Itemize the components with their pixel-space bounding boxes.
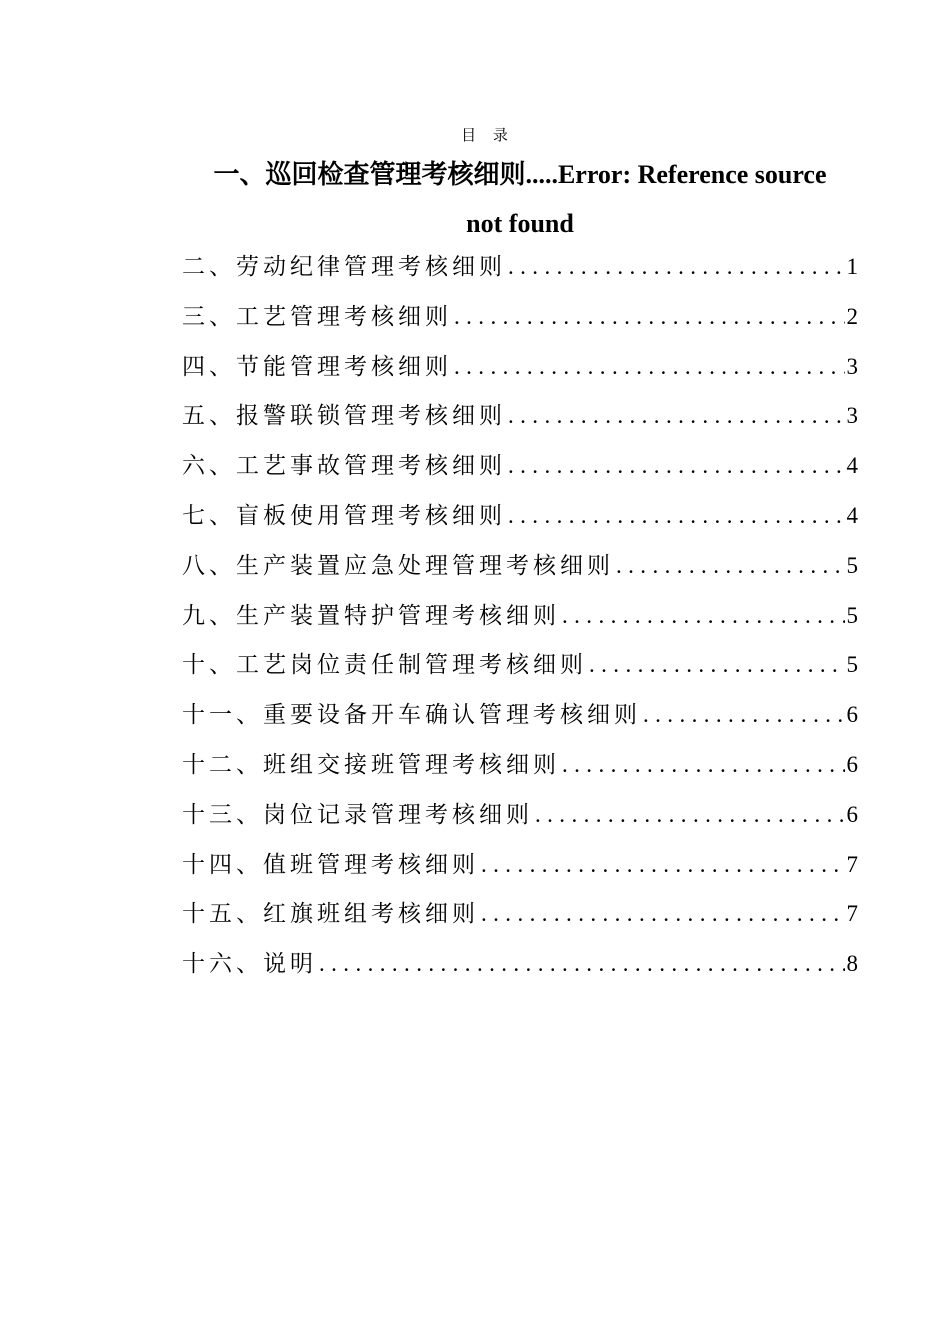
toc-entry[interactable] — [182, 547, 858, 597]
toc-entry[interactable] — [182, 298, 858, 348]
toc-entry[interactable] — [182, 846, 858, 896]
toc-entry-leader — [508, 453, 845, 479]
toc-entry[interactable] — [182, 248, 858, 298]
toc-entry[interactable] — [182, 447, 858, 497]
toc-entry-error-line2: not found — [466, 209, 574, 238]
toc-entry[interactable] — [182, 497, 858, 547]
toc-entry-page: 5 — [846, 652, 858, 678]
toc-entry[interactable] — [182, 895, 858, 945]
toc-entry-leader — [508, 403, 845, 429]
toc-entry-page: 5 — [846, 602, 858, 628]
toc-entry-title: 九、生产装置特护管理考核细则 — [182, 602, 560, 629]
toc-heading: 目 录 — [461, 126, 514, 144]
toc-entry-title: 六、工艺事故管理考核细则 — [182, 453, 506, 480]
toc-entry-page: 7 — [846, 901, 858, 927]
toc-entry-leader — [643, 702, 845, 728]
toc-entry[interactable] — [182, 397, 858, 447]
toc-entry-page: 3 — [846, 353, 858, 379]
toc-entry-page: 8 — [846, 951, 858, 977]
toc-entry-page: 7 — [846, 851, 858, 877]
toc-entry-page: 4 — [846, 453, 858, 479]
toc-entry[interactable] — [182, 348, 858, 398]
toc-entry-leader — [535, 802, 845, 828]
toc-entry-leader — [562, 752, 845, 778]
toc-entry-title: 十一、重要设备开车确认管理考核细则 — [182, 702, 641, 729]
toc-entry-error[interactable] — [182, 150, 858, 248]
toc-entry[interactable] — [182, 796, 858, 846]
toc-entry-leader — [508, 503, 845, 529]
toc-entry-page: 6 — [846, 751, 858, 777]
toc-entry-title: 十三、岗位记录管理考核细则 — [182, 801, 533, 828]
toc-entry-leader — [589, 652, 845, 678]
toc-entry-leader — [481, 852, 845, 878]
toc-entry-title: 十四、值班管理考核细则 — [182, 851, 479, 878]
toc-entry-title: 十二、班组交接班管理考核细则 — [182, 751, 560, 778]
toc-entry-title: 七、盲板使用管理考核细则 — [182, 502, 506, 529]
toc-entry-leader — [508, 254, 845, 280]
toc-entry-leader — [616, 553, 845, 579]
toc-entry-error-line1: 一、巡回检查管理考核细则.....Error: Reference source — [213, 160, 827, 189]
toc-entry[interactable] — [182, 646, 858, 696]
toc-entry-leader — [454, 304, 845, 330]
toc-entry-page: 6 — [846, 702, 858, 728]
toc-entry-leader — [481, 901, 845, 927]
toc-list — [182, 248, 858, 995]
toc-entry-page: 2 — [846, 303, 858, 329]
toc-entry-leader — [319, 951, 845, 977]
toc-entry-page: 1 — [846, 254, 858, 279]
toc-entry-page: 6 — [846, 801, 858, 827]
toc-entry-title: 十、工艺岗位责任制管理考核细则 — [182, 652, 587, 679]
toc-entry-title: 三、工艺管理考核细则 — [182, 303, 452, 330]
toc-entry-page: 3 — [846, 403, 858, 429]
toc-entry-leader — [454, 354, 845, 380]
toc-entry-title: 四、节能管理考核细则 — [182, 353, 452, 380]
toc-entry-title: 二、劳动纪律管理考核细则 — [182, 254, 506, 280]
toc-entry[interactable] — [182, 746, 858, 796]
toc-entry-title: 十五、红旗班组考核细则 — [182, 901, 479, 928]
toc-entry-title: 十六、说明 — [182, 951, 317, 978]
toc-entry-page: 5 — [846, 552, 858, 578]
toc-entry-title: 八、生产装置应急处理管理考核细则 — [182, 552, 614, 579]
toc-entry-leader — [562, 603, 845, 629]
toc-entry-page: 4 — [846, 502, 858, 528]
toc-entry-title: 五、报警联锁管理考核细则 — [182, 403, 506, 430]
toc-entry[interactable] — [182, 597, 858, 647]
toc-entry[interactable] — [182, 696, 858, 746]
toc-entry[interactable] — [182, 945, 858, 995]
